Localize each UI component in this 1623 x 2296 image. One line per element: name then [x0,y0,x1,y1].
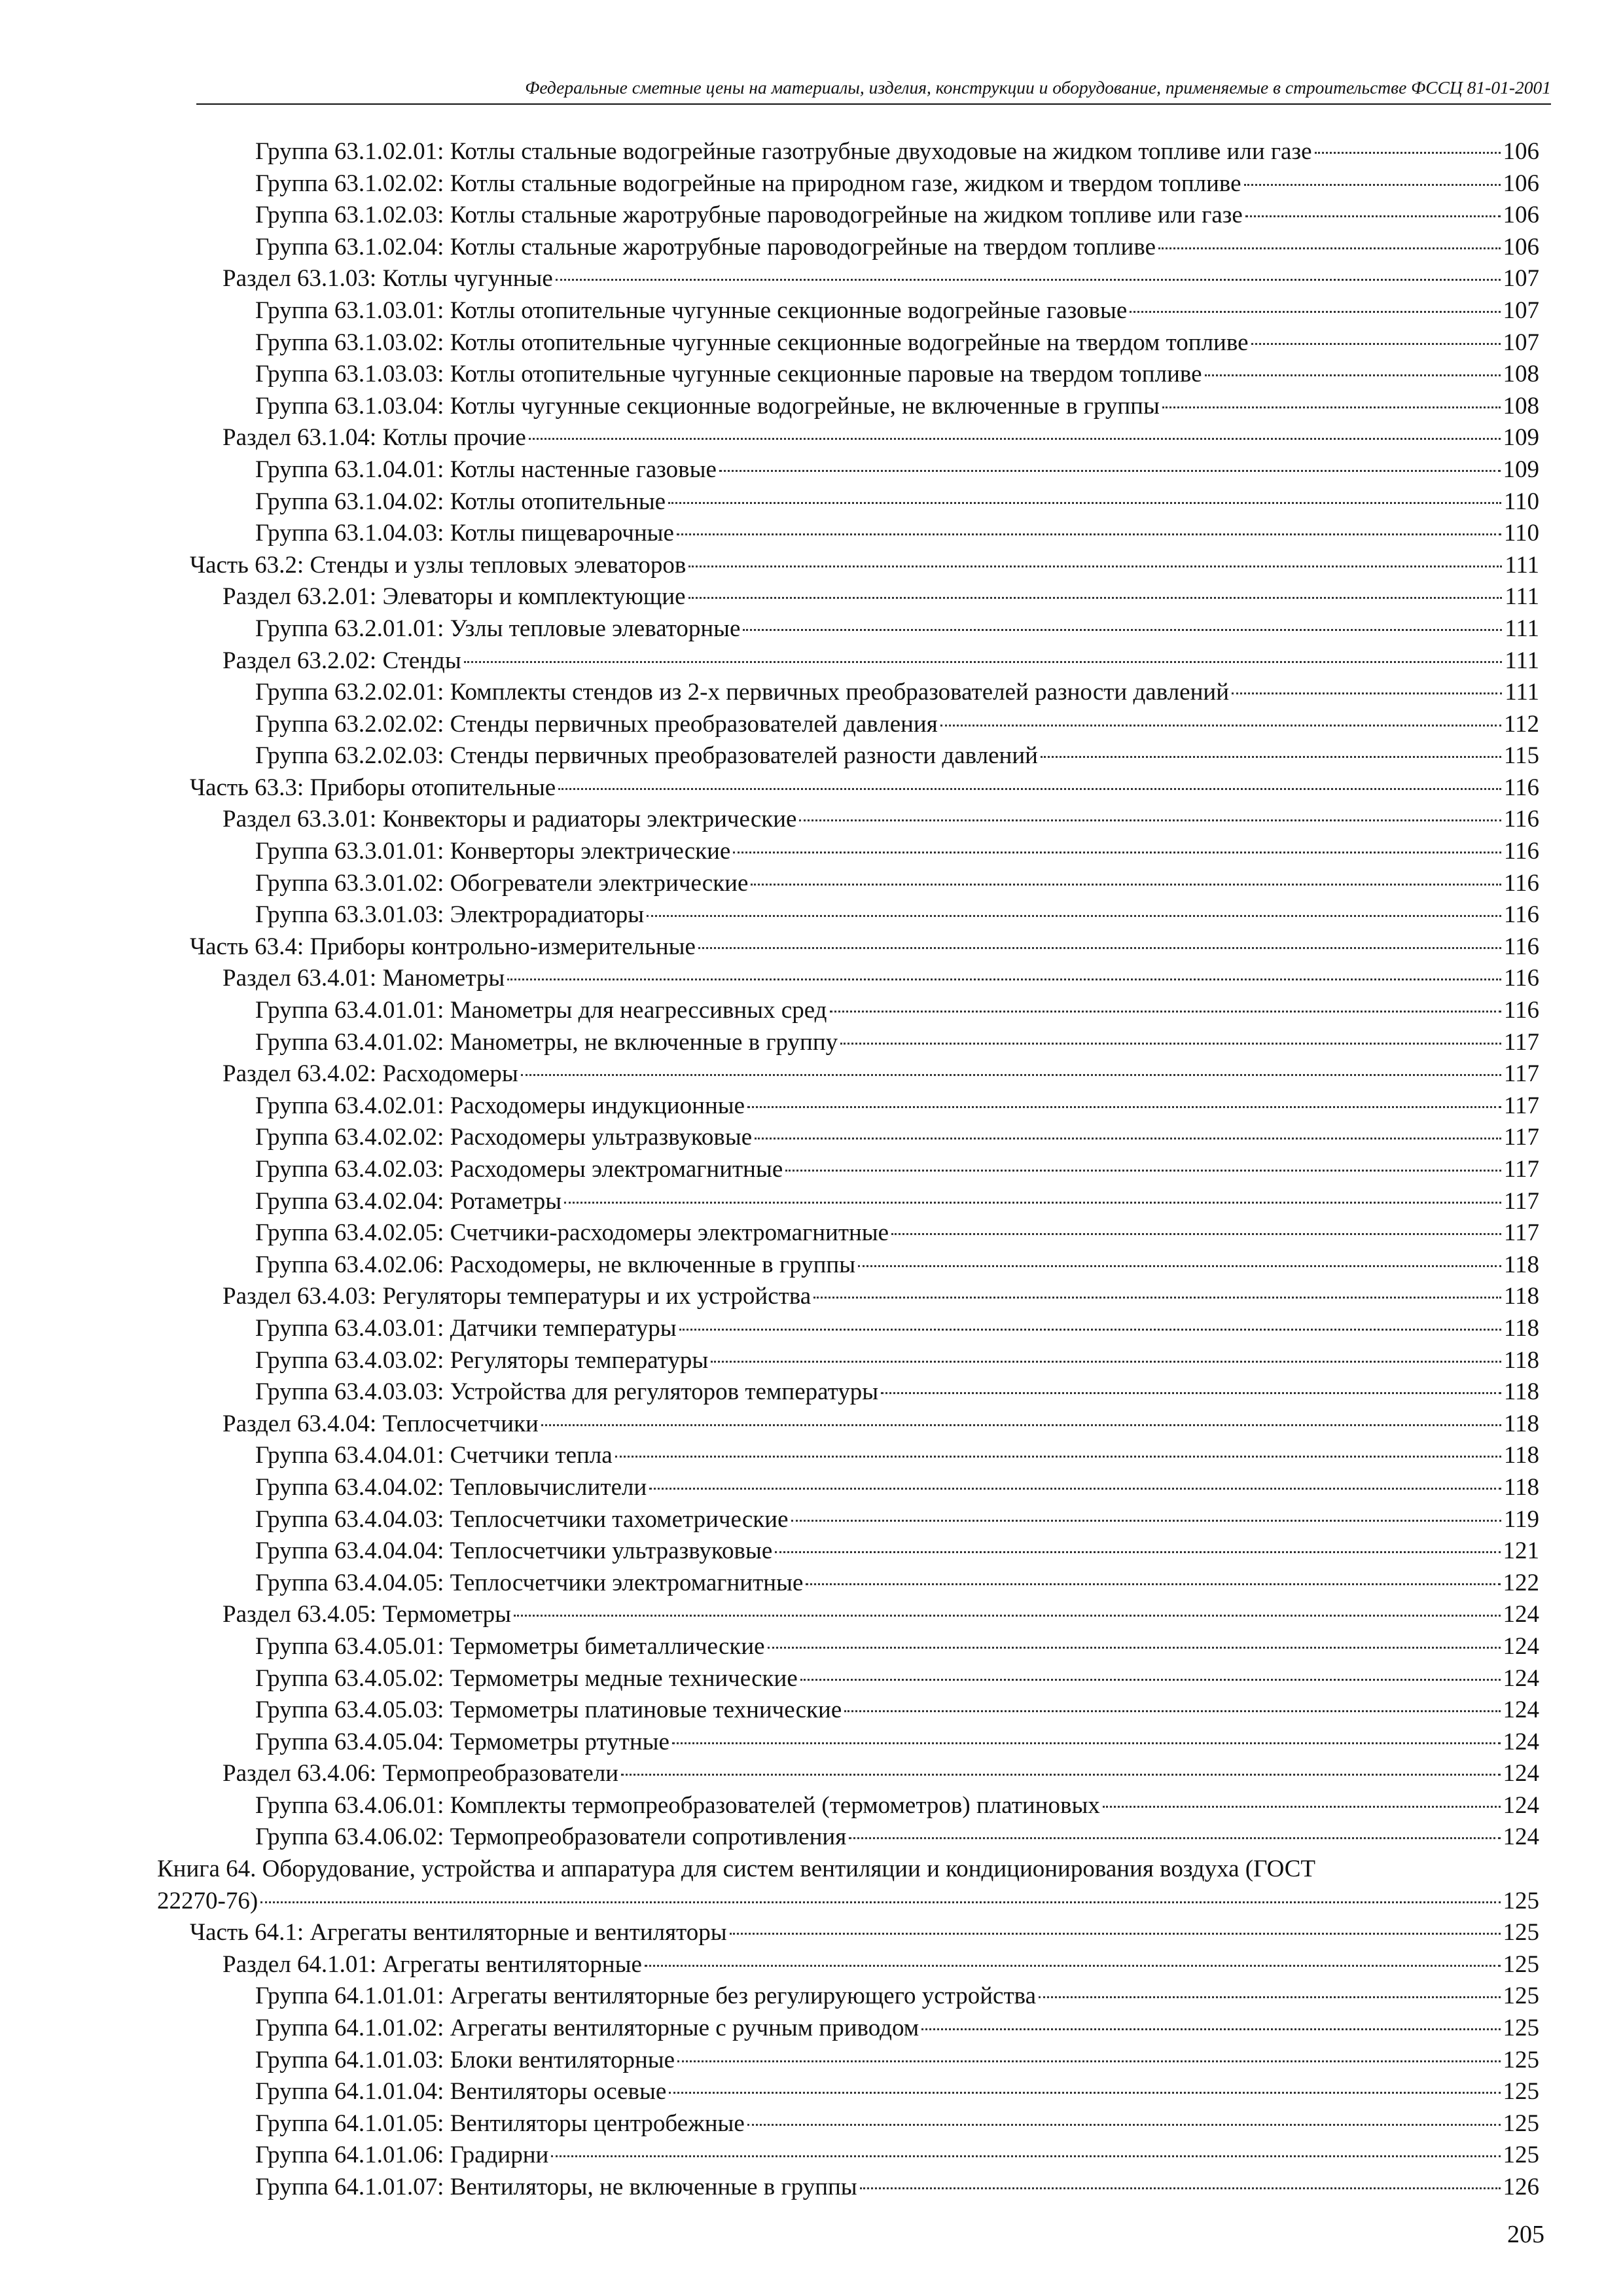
dot-leader [541,1424,1501,1426]
dot-leader [747,1106,1501,1108]
toc-entry[interactable] [157,933,1539,965]
toc-entry[interactable] [157,583,1539,615]
toc-entry[interactable] [157,1410,1539,1442]
dot-leader [751,884,1501,886]
toc-entry-title: Раздел 64.1.01: Агрегаты вентиляторные [223,1950,642,1978]
toc-entry[interactable] [157,805,1539,837]
toc-entry-title: Группа 63.4.01.01: Манометры для неагрессивных сред [255,997,827,1024]
toc-entry-title: Часть 63.2: Стенды и узлы тепловых элеваторов [190,551,687,579]
toc-entry[interactable] [157,456,1539,488]
dot-leader [858,1265,1501,1267]
table-of-contents [157,137,1539,2205]
header-rule [196,103,1551,105]
toc-entry-title: Группа 63.2.02.03: Стенды первичных преобразователей разности давлений [255,742,1038,770]
dot-leader [1315,152,1501,154]
toc-entry-page: 109 [1503,424,1539,452]
running-header: Федеральные сметные цены на материалы, изделия, конструкции и оборудование, применяемые в строительстве ФССЦ 81-01-2001 [525,77,1551,98]
toc-entry-title: Группа 63.4.04.05: Теплосчетчики электромагнитные [255,1569,804,1596]
toc-entry-page: 118 [1503,1314,1539,1342]
toc-entry-page: 117 [1503,1060,1539,1088]
toc-entry-title: Группа 63.1.03.02: Котлы отопительные чугунные секционные водогрейные на твердом топливе [255,329,1249,356]
dot-leader [849,1837,1500,1839]
dot-leader [645,1965,1501,1967]
toc-entry[interactable] [157,423,1539,456]
toc-entry-title: Раздел 63.2.01: Элеваторы и комплектующие [223,583,686,611]
toc-entry-page: 116 [1503,838,1539,865]
toc-entry-title: Группа 63.1.04.01: Котлы настенные газовые [255,456,717,483]
toc-entry-page: 124 [1503,1664,1539,1692]
toc-entry-title: Группа 63.1.02.01: Котлы стальные водогрейные газотрубные двуходовые на жидком топливе или газе [255,138,1312,165]
toc-entry-page: 118 [1503,1283,1539,1310]
toc-entry-title: Группа 63.4.02.06: Расходомеры, не включенные в группы [255,1251,856,1278]
toc-entry-title: Группа 63.1.04.02: Котлы отопительные [255,488,666,515]
toc-entry[interactable] [157,1346,1539,1378]
dot-leader [1232,692,1502,694]
dot-leader [940,725,1501,726]
dot-leader [556,279,1501,281]
toc-entry[interactable] [157,996,1539,1028]
toc-entry-page: 107 [1503,265,1539,293]
toc-entry[interactable] [157,1696,1539,1728]
toc-entry-page: 124 [1503,1632,1539,1660]
dot-leader [464,661,1503,663]
toc-entry-title: Группа 63.4.05.01: Термометры биметаллические [255,1632,765,1660]
toc-entry-page: 124 [1503,1823,1539,1851]
toc-entry-title: Группа 63.4.03.01: Датчики температуры [255,1314,677,1342]
toc-entry-title: Раздел 63.4.02: Расходомеры [223,1060,518,1088]
toc-entry-title: Группа 63.2.02.02: Стенды первичных преобразователей давления [255,710,938,738]
toc-entry[interactable] [157,647,1539,679]
toc-entry-title: Группа 63.2.01.01: Узлы тепловые элеваторные [255,615,741,642]
dot-leader [799,819,1501,821]
toc-entry[interactable] [157,201,1539,233]
dot-leader [679,1329,1501,1331]
toc-entry-title: Группа 64.1.01.04: Вентиляторы осевые [255,2078,667,2106]
toc-entry[interactable] [157,1887,1539,1919]
toc-entry[interactable] [157,1600,1539,1632]
dot-leader [747,2124,1501,2126]
toc-entry[interactable] [157,1251,1539,1283]
toc-entry-page: 111 [1505,679,1539,706]
dot-leader [677,2060,1500,2062]
toc-entry[interactable] [157,2077,1539,2109]
toc-entry-page: 118 [1503,1410,1539,1437]
toc-entry-title: Группа 63.4.04.02: Тепловычислители [255,1473,647,1501]
dot-leader [669,2092,1500,2094]
toc-entry[interactable] [157,774,1539,806]
toc-entry-title: Группа 63.1.02.04: Котлы стальные жаротрубные пароводогрейные на твердом топливе [255,233,1156,260]
toc-entry-title: Группа 63.4.02.03: Расходомеры электромагнитные [255,1156,783,1183]
toc-entry-title: Группа 63.1.02.02: Котлы стальные водогрейные на природном газе, жидком и твердом топливе [255,170,1241,197]
toc-entry[interactable] [157,615,1539,647]
dot-leader [649,1488,1501,1490]
toc-entry-title: Группа 63.4.04.04: Теплосчетчики ультразвуковые [255,1537,773,1565]
toc-entry[interactable] [157,137,1539,170]
toc-entry-title: Группа 63.4.05.02: Термометры медные технические [255,1664,798,1692]
toc-entry-title: Раздел 63.3.01: Конвекторы и радиаторы электрические [223,806,797,833]
toc-entry-page: 124 [1503,1601,1539,1628]
toc-entry[interactable] [157,1123,1539,1155]
toc-entry[interactable] [157,742,1539,774]
toc-entry-title: Группа 63.4.02.04: Ротаметры [255,1187,562,1215]
dot-leader [830,1011,1501,1013]
dot-leader [1039,1996,1500,1998]
toc-entry[interactable] [157,488,1539,520]
toc-entry-page: 125 [1503,2109,1539,2137]
toc-entry[interactable] [157,1537,1539,1569]
toc-entry-page: 111 [1505,551,1539,579]
toc-entry-title: Группа 63.2.02.01: Комплекты стендов из 2-х первичных преобразователей разности давлений [255,679,1230,706]
toc-entry[interactable] [157,1028,1539,1060]
toc-entry[interactable] [157,1569,1539,1601]
toc-entry[interactable] [157,1728,1539,1760]
dot-leader [564,1202,1501,1204]
dot-leader [1205,374,1501,376]
dot-leader [688,565,1502,567]
toc-entry-title: Группа 63.4.02.01: Расходомеры индукционные [255,1092,745,1119]
toc-entry[interactable] [157,1441,1539,1473]
toc-entry[interactable] [157,2046,1539,2078]
toc-entry-page: 109 [1503,456,1539,483]
toc-entry-title: Группа 64.1.01.02: Агрегаты вентиляторные с ручным приводом [255,2015,919,2042]
toc-entry-page: 116 [1503,774,1539,801]
toc-entry-title: Группа 63.1.03.03: Котлы отопительные чугунные секционные паровые на твердом топливе [255,361,1202,388]
dot-leader [775,1551,1500,1553]
toc-entry-page: 124 [1503,1760,1539,1787]
toc-entry-title: Раздел 63.4.06: Термопреобразователи [223,1760,619,1787]
toc-entry[interactable] [157,264,1539,296]
dot-leader [813,1297,1501,1299]
toc-entry-title: Группа 63.4.02.05: Счетчики-расходомеры электромагнитные [255,1219,889,1247]
toc-entry-title: Раздел 63.4.05: Термометры [223,1601,512,1628]
toc-entry[interactable] [157,551,1539,583]
dot-leader [551,2155,1500,2157]
dot-leader [806,1583,1500,1585]
toc-entry-title: Раздел 63.4.03: Регуляторы температуры и их устройства [223,1283,812,1310]
toc-entry-title: Группа 63.4.05.03: Термометры платиновые технические [255,1696,842,1724]
toc-entry[interactable] [157,1505,1539,1537]
dot-leader [1251,343,1501,345]
toc-entry[interactable] [157,678,1539,710]
dot-leader [881,1392,1501,1394]
toc-entry[interactable] [157,1982,1539,2014]
toc-entry-title: Часть 63.4: Приборы контрольно-измерительные [190,933,696,960]
toc-entry[interactable] [157,170,1539,202]
toc-entry-title: Раздел 63.2.02: Стенды [223,647,461,674]
toc-entry-page: 116 [1503,965,1539,992]
toc-entry-page: 107 [1503,329,1539,356]
toc-entry[interactable] [157,1378,1539,1410]
dot-leader [1103,1806,1501,1808]
dot-leader [698,947,1501,949]
toc-entry-page: 118 [1503,1442,1539,1469]
dot-leader [1245,215,1501,217]
dot-leader [521,1074,1501,1076]
toc-entry[interactable] [157,1950,1539,1982]
toc-entry-page: 117 [1503,1156,1539,1183]
toc-entry-title: Группа 63.3.01.03: Электрорадиаторы [255,901,645,929]
dot-leader [755,1138,1501,1139]
dot-leader [768,1647,1501,1649]
toc-entry-page: 107 [1503,296,1539,324]
toc-entry[interactable] [157,1060,1539,1092]
toc-entry-title: Группа 63.4.03.03: Устройства для регуляторов температуры [255,1378,879,1406]
toc-entry-page: 110 [1503,520,1539,547]
toc-entry-page: 125 [1503,2015,1539,2042]
toc-entry-page: 124 [1503,1728,1539,1755]
toc-entry[interactable] [157,360,1539,392]
toc-entry-page: 124 [1503,1791,1539,1819]
toc-entry[interactable] [157,1219,1539,1251]
toc-entry-page: 118 [1503,1251,1539,1278]
toc-entry-title: Группа 63.1.04.03: Котлы пищеварочные [255,520,674,547]
toc-entry-page: 125 [1503,2142,1539,2169]
dot-leader [514,1615,1500,1617]
dot-leader [1041,756,1501,758]
toc-entry[interactable] [157,329,1539,361]
dot-leader [1130,311,1500,313]
toc-entry-page: 106 [1503,202,1539,229]
dot-leader [743,629,1502,631]
toc-entry[interactable] [157,837,1539,869]
toc-entry-title: Часть 63.3: Приборы отопительные [190,774,556,801]
dot-leader [733,852,1501,853]
toc-entry-page: 116 [1503,933,1539,960]
dot-leader [558,788,1501,790]
toc-entry-title: Группа 63.4.04.01: Счетчики тепла [255,1442,613,1469]
page-number: 205 [1507,2221,1544,2248]
toc-entry[interactable] [157,710,1539,742]
toc-entry[interactable] [157,1791,1539,1823]
toc-entry-page: 111 [1505,583,1539,611]
toc-entry-page: 117 [1503,1187,1539,1215]
dot-leader [860,2187,1501,2189]
toc-entry[interactable] [157,233,1539,265]
toc-entry-title: Группа 63.4.06.02: Термопреобразователи сопротивления [255,1823,847,1851]
dot-leader [260,1901,1500,1903]
toc-entry[interactable] [157,519,1539,551]
toc-entry-page: 125 [1503,2046,1539,2073]
toc-entry-page: 117 [1503,1028,1539,1056]
toc-entry-title: Группа 64.1.01.06: Градирни [255,2142,549,2169]
toc-entry-page: 116 [1503,901,1539,929]
toc-entry-title: Группа 63.3.01.01: Конверторы электрические [255,838,731,865]
dot-leader [844,1710,1500,1712]
toc-entry-page: 110 [1503,488,1539,515]
dot-leader [668,502,1501,504]
toc-entry[interactable] [157,392,1539,424]
toc-entry[interactable] [157,1187,1539,1219]
toc-entry-title: Группа 63.4.01.02: Манометры, не включенные в группу [255,1028,838,1056]
toc-entry-line: Книга 64. Оборудование, устройства и аппаратура для систем вентиляции и кондиционирования воздуха (ГОСТ [157,1856,1316,1883]
toc-entry-page: 125 [1503,1982,1539,2010]
toc-entry-page: 112 [1503,710,1539,738]
dot-leader [730,1933,1501,1935]
dot-leader [688,597,1503,599]
toc-entry[interactable] [157,1664,1539,1696]
toc-entry-page: 117 [1503,1219,1539,1247]
dot-leader [711,1361,1501,1363]
toc-entry-page: 125 [1503,1950,1539,1978]
toc-entry-title: Группа 63.4.04.03: Теплосчетчики тахометрические [255,1505,789,1533]
toc-entry-title: Группа 64.1.01.05: Вентиляторы центробежные [255,2109,745,2137]
dot-leader [615,1456,1501,1458]
toc-entry[interactable] [157,1473,1539,1505]
toc-entry[interactable] [157,1092,1539,1124]
toc-entry-page: 106 [1503,138,1539,165]
toc-entry-page: 116 [1503,869,1539,897]
dot-leader [672,1742,1501,1744]
toc-entry-title: Группа 63.4.03.02: Регуляторы температуры [255,1346,709,1374]
dot-leader [1244,184,1501,186]
dot-leader [800,1679,1501,1681]
dot-leader [891,1233,1501,1235]
dot-leader [921,2028,1500,2030]
toc-entry[interactable] [157,1282,1539,1314]
toc-entry-page: 116 [1503,806,1539,833]
toc-entry-page: 118 [1503,1473,1539,1501]
toc-entry-page: 115 [1503,742,1539,770]
dot-leader [791,1520,1501,1522]
dot-leader [840,1043,1501,1045]
toc-entry[interactable] [157,1759,1539,1791]
toc-entry[interactable] [157,2109,1539,2142]
dot-leader [507,978,1501,980]
toc-entry[interactable] [157,1155,1539,1187]
toc-entry-page: 106 [1503,233,1539,260]
dot-leader [621,1774,1500,1776]
dot-leader [529,438,1501,440]
toc-entry[interactable] [157,1823,1539,1855]
toc-entry-page: 118 [1503,1346,1539,1374]
toc-entry[interactable] [157,1314,1539,1346]
toc-entry-page: 117 [1503,1124,1539,1151]
toc-entry-page: 117 [1503,1092,1539,1119]
toc-entry-page: 106 [1503,170,1539,197]
toc-entry[interactable] [157,2173,1539,2205]
toc-entry-title: Группа 63.4.02.02: Расходомеры ультразвуковые [255,1124,753,1151]
toc-entry[interactable] [157,901,1539,933]
toc-entry-page: 119 [1503,1505,1539,1533]
toc-entry-page: 125 [1503,1887,1539,1914]
dot-leader [1158,247,1500,249]
toc-entry[interactable] [157,1632,1539,1664]
toc-entry[interactable] [157,869,1539,901]
toc-entry[interactable] [157,964,1539,996]
toc-entry-title: Раздел 63.4.04: Теплосчетчики [223,1410,539,1437]
toc-entry[interactable] [157,2141,1539,2173]
toc-entry-title: 22270-76) [157,1887,259,1914]
toc-entry-title: Группа 63.4.06.01: Комплекты термопреобразователей (термометров) платиновых [255,1791,1100,1819]
toc-entry[interactable] [157,2014,1539,2046]
toc-entry-page: 116 [1503,997,1539,1024]
toc-entry-page: 121 [1503,1537,1539,1565]
toc-entry-title: Раздел 63.1.04: Котлы прочие [223,424,526,452]
toc-entry-page: 122 [1503,1569,1539,1596]
toc-entry-title: Группа 63.3.01.02: Обогреватели электрические [255,869,749,897]
dot-leader [785,1170,1501,1172]
dot-leader [719,470,1501,472]
toc-entry-page: 124 [1503,1696,1539,1724]
toc-entry-title: Раздел 63.4.01: Манометры [223,965,505,992]
toc-entry-title: Группа 64.1.01.07: Вентиляторы, не включенные в группы [255,2174,857,2200]
dot-leader [647,915,1501,917]
toc-entry-title: Группа 64.1.01.03: Блоки вентиляторные [255,2046,675,2073]
toc-entry[interactable] [157,296,1539,329]
toc-entry-page: 125 [1503,1919,1539,1946]
toc-entry-title: Раздел 63.1.03: Котлы чугунные [223,265,553,293]
toc-entry-page: 118 [1503,1378,1539,1406]
toc-entry-page: 108 [1503,392,1539,420]
toc-entry-page: 108 [1503,361,1539,388]
dot-leader [677,533,1501,535]
toc-entry-title: Группа 63.4.05.04: Термометры ртутные [255,1728,669,1755]
toc-entry-title: Группа 64.1.01.01: Агрегаты вентиляторные без регулирующего устройства [255,1982,1037,2010]
toc-entry-page: 126 [1503,2174,1539,2200]
toc-entry[interactable] [157,1918,1539,1950]
toc-entry-title: Часть 64.1: Агрегаты вентиляторные и вентиляторы [190,1919,727,1946]
toc-entry-page: 125 [1503,2078,1539,2106]
toc-entry-page: 111 [1505,615,1539,642]
toc-entry-title: Группа 63.1.03.01: Котлы отопительные чугунные секционные водогрейные газовые [255,296,1128,324]
toc-entry-title: Группа 63.1.02.03: Котлы стальные жаротрубные пароводогрейные на жидком топливе или газе [255,202,1243,229]
dot-leader [1162,406,1501,408]
toc-entry-page: 111 [1505,647,1539,674]
toc-entry-title: Группа 63.1.03.04: Котлы чугунные секционные водогрейные, не включенные в группы [255,392,1160,420]
